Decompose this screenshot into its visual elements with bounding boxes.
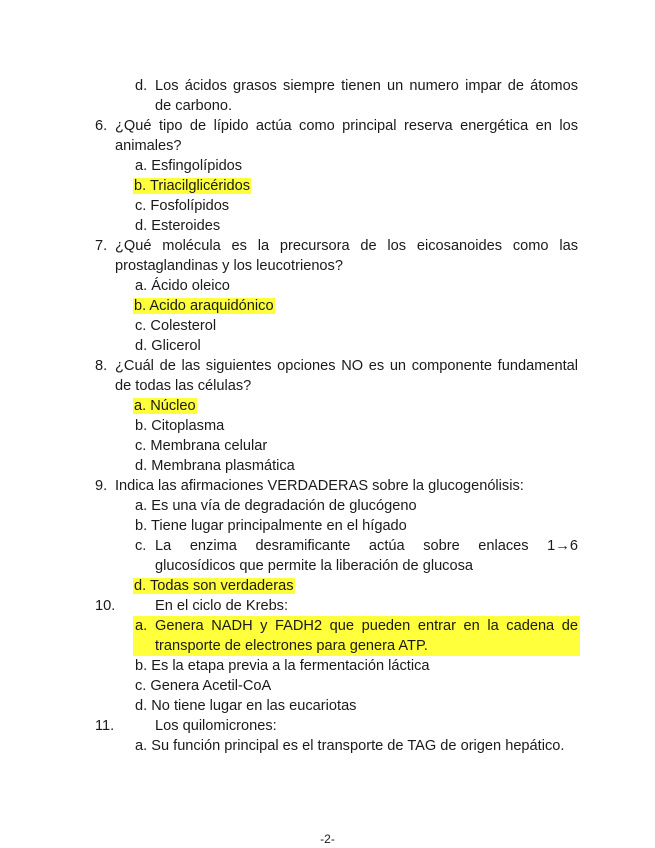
q9-option-c (0, 536, 655, 556)
question-text-cont: prostaglandinas y los leucotrienos? (115, 258, 343, 274)
question-number: 9. (95, 478, 108, 494)
q10-option-d (135, 696, 356, 716)
option-text: Esfingolípidos (151, 158, 243, 174)
q9-option-a (135, 496, 417, 516)
option-letter: a. (135, 158, 148, 174)
question-7 (0, 236, 655, 256)
q10-option-b (135, 656, 429, 676)
option-text: Fosfolípidos (150, 198, 230, 214)
option-letter: d. (135, 78, 148, 94)
option-letter: a. (135, 738, 148, 754)
option-letter: b. (134, 298, 147, 314)
q9-option-d (133, 576, 295, 596)
option-letter: b. (135, 518, 148, 534)
option-text: La enzima desramificante actúa sobre enlaces 1→6 (155, 538, 578, 554)
question-9 (0, 476, 655, 496)
option-text: Tiene lugar principalmente en el hígado (150, 518, 407, 534)
option-letter: c. (135, 678, 147, 694)
q9-option-b (135, 516, 407, 536)
option-text: Su función principal es el transporte de TAG de origen hepático. (151, 738, 565, 754)
option-text: Colesterol (150, 318, 217, 334)
question-text: ¿Qué tipo de lípido actúa como principal reserva energética en los (115, 118, 578, 134)
q7-option-b (133, 296, 275, 316)
option-letter: b. (135, 418, 148, 434)
q10-option-a (133, 616, 580, 656)
question-11 (0, 716, 655, 736)
question-text: ¿Cuál de las siguientes opciones NO es un componente fundamental (115, 358, 578, 374)
q8-option-b (135, 416, 224, 436)
question-text-cont: de todas las células? (115, 378, 252, 394)
q8-option-d (135, 456, 295, 476)
q8-option-a (133, 396, 197, 416)
question-number: 10. (95, 598, 116, 614)
q5-option-d-cont: de carbono. (155, 98, 233, 114)
question-number: 8. (95, 358, 108, 374)
question-text: ¿Qué molécula es la precursora de los eicosanoides como las (115, 238, 578, 254)
option-text-cont: glucosídicos que permite la liberación de glucosa (155, 558, 474, 574)
option-letter: d. (135, 338, 148, 354)
option-text: Triacilglicéridos (149, 178, 250, 194)
option-letter: d. (135, 458, 148, 474)
option-letter: b. (135, 658, 148, 674)
option-text: Núcleo (150, 398, 196, 414)
option-text: Glicerol (151, 338, 201, 354)
q6-option-c (135, 196, 229, 216)
page-number: -2- (320, 832, 335, 846)
option-text: Citoplasma (151, 418, 225, 434)
option-letter: d. (135, 698, 148, 714)
q8-option-c (135, 436, 267, 456)
q6-option-d (135, 216, 220, 236)
option-letter: d. (135, 218, 148, 234)
q7-option-a (135, 276, 230, 296)
question-10 (0, 596, 655, 616)
question-8 (0, 356, 655, 376)
option-letter: a. (135, 618, 148, 634)
option-text: Genera NADH y FADH2 que pueden entrar en la cadena de (155, 618, 578, 634)
option-text: Los ácidos grasos siempre tienen un numero impar de átomos (155, 78, 578, 94)
option-text: Es una vía de degradación de glucógeno (151, 498, 417, 514)
option-text: Ácido oleico (151, 278, 230, 294)
highlighted-answer (133, 178, 251, 194)
option-letter: b. (134, 178, 147, 194)
option-text: Membrana celular (150, 438, 268, 454)
option-letter: c. (135, 318, 147, 334)
option-letter: a. (134, 398, 147, 414)
option-text: No tiene lugar en las eucariotas (151, 698, 357, 714)
option-text: Membrana plasmática (151, 458, 295, 474)
question-number: 7. (95, 238, 108, 254)
question-text: Los quilomicrones: (155, 718, 277, 734)
option-letter: c. (135, 538, 147, 554)
q7-option-d (135, 336, 201, 356)
question-text: Indica las afirmaciones VERDADERAS sobre la glucogenólisis: (115, 478, 524, 494)
option-letter: d. (134, 578, 147, 594)
q6-option-b (133, 176, 251, 196)
highlighted-answer (133, 298, 275, 314)
option-text: Acido araquidónico (149, 298, 274, 314)
option-letter: c. (135, 438, 147, 454)
question-number: 11. (95, 718, 115, 734)
highlighted-answer (133, 578, 295, 594)
q6-option-a (135, 156, 242, 176)
q10-option-c (135, 676, 271, 696)
question-text-cont: animales? (115, 138, 182, 154)
question-text: En el ciclo de Krebs: (155, 598, 289, 614)
option-text-cont: transporte de electrones para genera ATP. (155, 638, 428, 654)
option-letter: a. (135, 498, 148, 514)
option-text: Esteroides (151, 218, 221, 234)
option-letter: a. (135, 278, 148, 294)
question-6 (0, 116, 655, 136)
question-number: 6. (95, 118, 108, 134)
q5-option-d (0, 76, 655, 96)
q7-option-c (135, 316, 216, 336)
q11-option-a (135, 736, 564, 756)
option-text: Todas son verdaderas (149, 578, 294, 594)
highlighted-answer (133, 398, 197, 414)
option-text: Genera Acetil-CoA (150, 678, 272, 694)
option-letter: c. (135, 198, 147, 214)
option-text: Es la etapa previa a la fermentación láctica (151, 658, 430, 674)
